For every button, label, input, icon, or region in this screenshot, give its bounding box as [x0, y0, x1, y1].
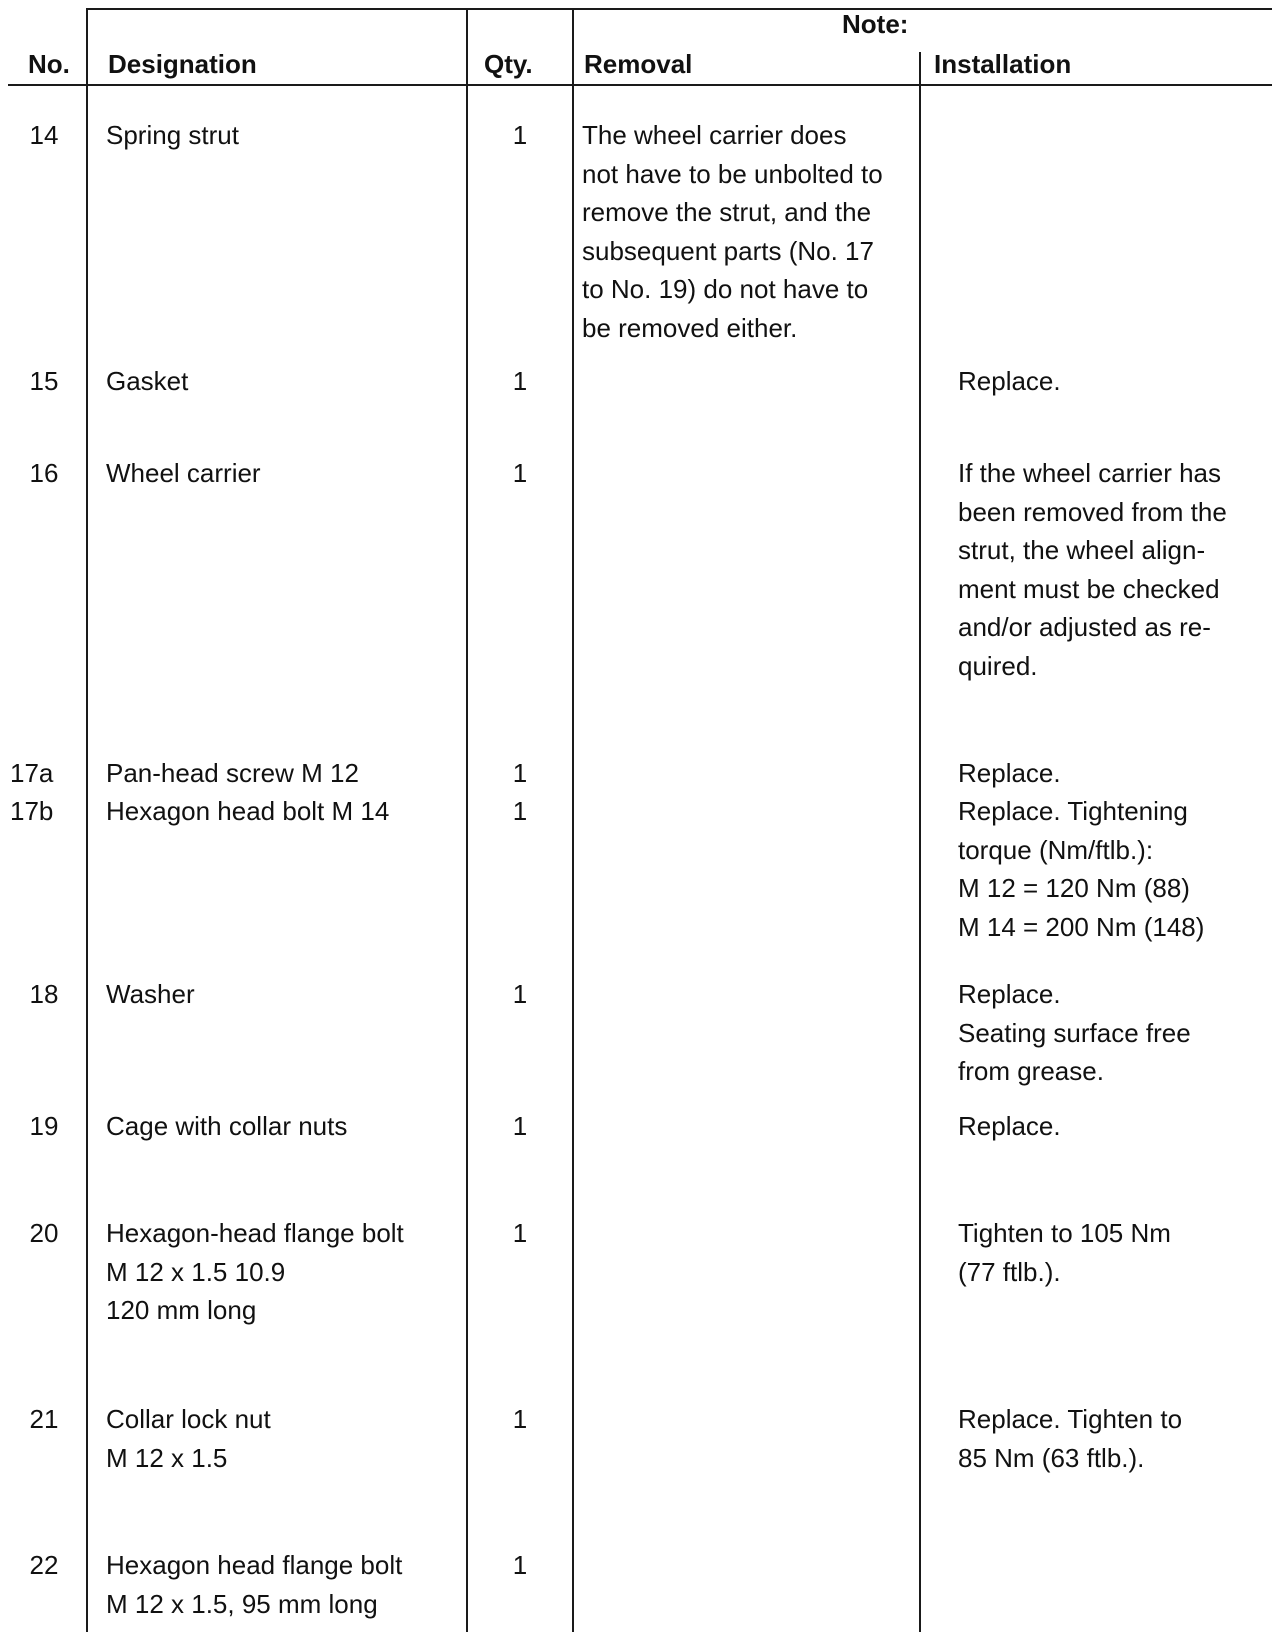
row-quantity: 1 [512, 1111, 528, 1141]
row-removal-note: The wheel carrier does [582, 120, 847, 150]
header-no: No. [28, 49, 70, 79]
row-quantity: 1 [512, 1218, 528, 1248]
row-installation-note: Replace. [958, 1111, 1061, 1141]
row-removal-note: be removed either. [582, 312, 798, 343]
row-installation-note: Replace. Tighten to [958, 1404, 1183, 1434]
row-number: 14 [29, 120, 59, 150]
header-installation: Installation [934, 49, 1072, 79]
row-designation: Hexagon head flange bolt [106, 1550, 403, 1580]
row-installation-note: been removed from the [958, 496, 1227, 527]
row-number: 21 [29, 1404, 59, 1434]
row-installation-note: Replace. [958, 758, 1061, 788]
row-quantity: 1 [512, 1550, 528, 1580]
row-designation: Pan-head screw M 12 [106, 758, 359, 788]
row-installation-note: from grease. [958, 1056, 1104, 1086]
row-installation-note: M 14 = 200 Nm (148) [958, 911, 1205, 942]
column-divider-qty [572, 8, 574, 1632]
header-bottom-rule [8, 84, 1272, 86]
row-designation: M 12 x 1.5, 95 mm long [106, 1588, 378, 1619]
row-number: 18 [29, 979, 59, 1009]
row-quantity: 1 [512, 796, 528, 826]
column-divider-designation [466, 8, 468, 1632]
row-installation-note: (77 ftlb.). [958, 1256, 1061, 1287]
header-qty: Qty. [484, 49, 533, 79]
row-designation: Washer [106, 979, 195, 1009]
row-quantity: 1 [512, 1404, 528, 1434]
header-top-rule [86, 8, 1272, 10]
row-installation-note: Seating surface free [958, 1017, 1191, 1048]
row-removal-note: remove the strut, and the [582, 197, 872, 227]
row-installation-note: Replace. [958, 979, 1061, 1009]
row-installation-note: quired. [958, 650, 1038, 681]
row-removal-note: subsequent parts (No. 17 [582, 235, 874, 266]
row-designation: 120 mm long [106, 1295, 257, 1325]
row-installation-note: 85 Nm (63 ftlb.). [958, 1442, 1145, 1473]
row-number: 22 [29, 1550, 59, 1580]
row-installation-note: ment must be checked [958, 573, 1220, 604]
row-designation: Cage with collar nuts [106, 1111, 348, 1141]
row-installation-note: If the wheel carrier has [958, 458, 1222, 488]
row-designation: Wheel carrier [106, 458, 261, 488]
row-designation: Collar lock nut [106, 1404, 271, 1434]
row-number: 17a [10, 758, 54, 788]
row-installation-note: strut, the wheel align- [958, 535, 1206, 565]
row-quantity: 1 [512, 120, 528, 150]
row-quantity: 1 [512, 979, 528, 1009]
header-designation: Designation [108, 49, 257, 79]
column-divider-no [86, 8, 88, 1632]
row-number: 20 [29, 1218, 59, 1248]
row-installation-note: and/or adjusted as re- [958, 612, 1211, 642]
row-quantity: 1 [512, 366, 528, 396]
row-designation: M 12 x 1.5 [106, 1442, 228, 1473]
row-removal-note: to No. 19) do not have to [582, 274, 869, 304]
row-number: 17b [10, 796, 54, 826]
row-installation-note: M 12 = 120 Nm (88) [958, 873, 1190, 903]
header-note: Note: [842, 9, 909, 39]
header-removal: Removal [584, 49, 693, 79]
row-installation-note: Replace. Tightening [958, 796, 1188, 826]
row-quantity: 1 [512, 758, 528, 788]
row-removal-note: not have to be unbolted to [582, 158, 883, 189]
row-installation-note: torque (Nm/ftlb.): [958, 834, 1154, 865]
row-number: 16 [29, 458, 59, 488]
row-number: 15 [29, 366, 59, 396]
row-designation: M 12 x 1.5 10.9 [106, 1256, 286, 1287]
row-designation: Hexagon-head flange bolt [106, 1218, 404, 1248]
row-quantity: 1 [512, 458, 528, 488]
row-designation: Spring strut [106, 120, 239, 150]
column-divider-removal [919, 52, 921, 1632]
row-designation: Gasket [106, 366, 189, 396]
row-number: 19 [29, 1111, 59, 1141]
row-installation-note: Tighten to 105 Nm [958, 1218, 1171, 1248]
row-installation-note: Replace. [958, 366, 1061, 396]
row-designation: Hexagon head bolt M 14 [106, 796, 390, 826]
